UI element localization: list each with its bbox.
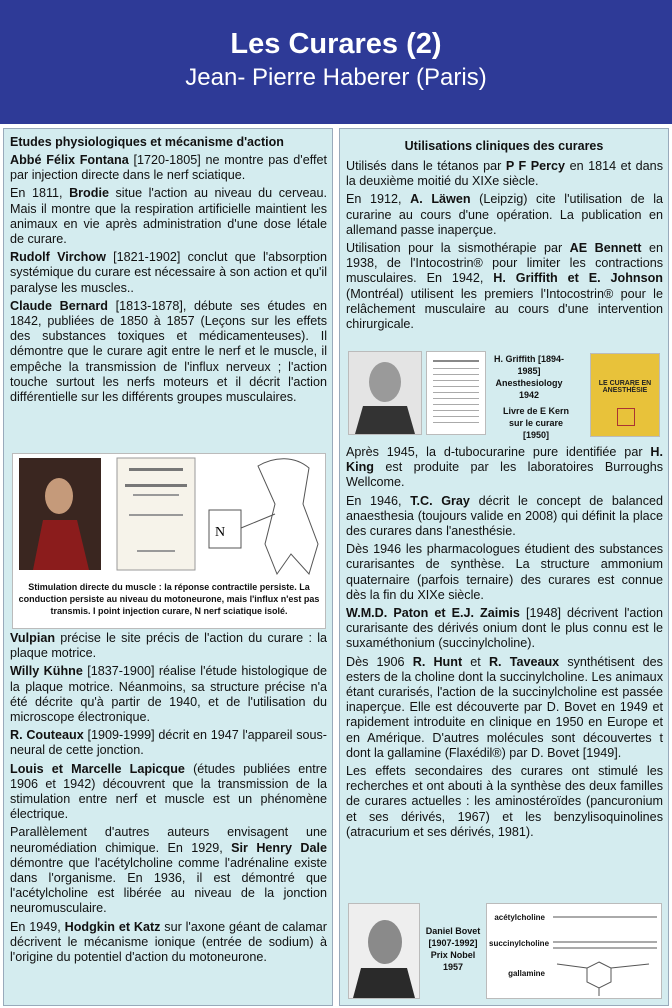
- book-title: LE CURARE EN ANESTHÉSIE: [598, 380, 652, 394]
- kern-caption: Livre de E Kern sur le curare [1950]: [502, 406, 570, 440]
- right-column: [339, 128, 669, 1006]
- name-kuhne: Willy Kühne: [10, 664, 83, 679]
- name-taveaux: R. Taveaux: [488, 654, 560, 669]
- griffith-caption: H. Griffith [1894-1985] Anesthesiology 1942: [493, 354, 564, 400]
- left-column: [3, 128, 333, 1006]
- name-griffith-johnson: H. Griffith et E. Johnson: [493, 271, 663, 286]
- bovet-caption: Daniel Bovet [1907-1992] Prix Nobel 1957: [425, 926, 481, 972]
- name-king: H. King: [346, 445, 663, 475]
- name-bennett: AE Bennett: [569, 241, 642, 256]
- name-hunt: R. Hunt: [412, 654, 463, 669]
- bernard-caption: Stimulation directe du muscle : la réponse contractile persiste. La conduction persiste au niveau du motoneurone, mais l'influx n'est pas transmis. I point injection curare, N nerf sciatique isolé.: [18, 582, 320, 616]
- molecules-figure: [486, 903, 662, 999]
- bovet-portrait-art: [349, 904, 419, 998]
- name-fontana: Abbé Félix Fontana: [10, 153, 129, 167]
- name-paton-zaimis: W.M.D. Paton et E.J. Zaimis: [346, 606, 520, 621]
- kern-book-cover: [590, 353, 660, 437]
- left-heading: Etudes physiologiques et mécanisme d'action: [10, 135, 284, 149]
- name-lapicque: Louis et Marcelle Lapicque: [10, 761, 185, 776]
- name-gray: T.C. Gray: [410, 493, 470, 508]
- svg-text:N: N: [215, 525, 226, 540]
- name-hodgkin-katz: Hodgkin et Katz: [64, 919, 161, 934]
- mol-succinylcholine: succinylcholine: [489, 939, 550, 948]
- book-emblem: [617, 408, 635, 426]
- name-dale: Sir Henry Dale: [231, 840, 327, 855]
- right-text-bottom: Après 1945, la d-tubocurarine pure identifiée par H. King est produite par les laboratoires Burroughs Wellcome. En 1946, T.C. Gray décrit le concept de balanced anaesthesia (toujours valide en 2008) qui définit la place des curares dans l'anesthésie. Dès 1946 les pharmacologues étudient des substances curarisantes de synthèse. La structure ammonium quaternaire (parfois ternaire) des curares est connue dès la fin du XIXe siècle. W.M.D. Paton et E.J. Zaimis [1948] décrivent l'action curarisante des dérivés onium dont le plus connu est le suxaméthonium (succinylcholine). Dès 1906 R. Hunt et R. Taveaux synthétisent des esters de la choline dont la succinylcholine. Les animaux étant curarisés, l'action de la succinylcholine est passée inaperçue. Elle est découverte par D. Bovet en 1949 et rapidement introduite en clinique en 1950 en Europe et en Amérique. D'autres molécules sont découvertes t dont la gallamine (Flaxédil®) par D. Bovet [1949]. Les effets secondaires des curares ont stimulé les recherches et ont abouti à la synthèse des deux familles de curares actuelles : les aminostéroïdes (pancuronium et ses dérivés, 1967) et les benzylisoquinolines (atracurium et ses dérivés, 1981).: [346, 445, 663, 839]
- bovet-photo: [348, 903, 420, 999]
- right-heading: Utilisations cliniques des curares: [404, 139, 604, 153]
- anesthesiology-article: [426, 351, 486, 435]
- name-percy: P F Percy: [505, 159, 566, 173]
- mol-acetylcholine: acétylcholine: [494, 913, 545, 922]
- name-brodie: Brodie: [69, 186, 109, 201]
- griffith-photo: [348, 351, 422, 435]
- article-art: [427, 352, 485, 434]
- name-lawen: A. Läwen: [410, 192, 471, 207]
- left-text-bottom: Vulpian précise le site précis de l'action du curare : la plaque motrice. Willy Kühne [1837-1900] réalise l'étude histologique de la plaque motrice. Néanmoins, sa structure précise n'a été décrite qu'à partir de 1940, et de l'utilisation du microscope électronique. R. Couteaux [1909-1999] décrit en 1947 l'appareil sous-neural de cette jonction. Louis et Marcelle Lapicque (études publiées entre 1906 et 1942) découvrent que la transmission de la stimulation entre nerf et muscle est un phénomène électrique. Parallèlement d'autres auteurs envisagent une neuromédiation chimique. En 1929, Sir Henry Dale démontre que l'acétylcholine comme l'adrénaline existe dans l'organisme. En 1936, il est démontré que l'acétylcholine est libérée au niveau de la jonction neuromusculaire. En 1949, Hodgkin et Katz sur l'axone géant de calamar décrivent le mécanisme ionique (entrée de sodium) à l'origine du potentiel d'action du motoneurone.: [10, 631, 328, 965]
- poster-header: [0, 0, 672, 120]
- name-couteaux: R. Couteaux: [10, 728, 84, 743]
- molecule-structures-art: [549, 904, 661, 998]
- poster-title: Les Curares (2): [230, 28, 442, 60]
- left-text-top: Abbé Félix Fontana [1720-1805] ne montre pas d'effet par injection directe dans le nerf sciatique. En 1811, Brodie situe l'action au niveau du cerveau. Mais il montre que la respiration artificielle maintient les animaux en vie après administration d'une dose létale de curare. Rudolf Virchow [1821-1902] conclut que l'absorption systémique du curare est nécessaire à son action et qu'il paralyse les muscles.. Claude Bernard [1813-1878], débute ses études en 1842, publiées de 1850 à 1857 (Leçons sur les effets des substances toxiques et médicamenteuses). Il démontre que le curare agit entre le nerf et le muscle, il empêche la transmission de l'influx nerveux ; l'action touche surtout les nerfs moteurs et il décrit l'action différentielle sur les différents groupes musculaires.: [10, 153, 328, 405]
- name-bernard: Claude Bernard: [10, 298, 108, 313]
- name-vulpian: Vulpian: [10, 631, 56, 645]
- right-text-top: Utilisés dans le tétanos par P F Percy en 1814 et dans la deuxième moitié du XIXe siècle. En 1912, A. Läwen (Leipzig) cite l'utilisation de la curarine au cours d'une opération. La publication en allemand passe inaperçue. Utilisation pour la sismothérapie par AE Bennett en 1938, de l'Intocostrin® pour limiter les contractions musculaires. En 1942, H. Griffith et E. Johnson (Montréal) utilisent les premiers l'Intocostrin® pour le relâchement musculaire au cours d'une intervention chirurgicale.: [346, 159, 663, 332]
- griffith-portrait-art: [349, 352, 421, 434]
- mol-gallamine: gallamine: [508, 969, 545, 978]
- name-virchow: Rudolf Virchow: [10, 250, 106, 265]
- poster-author: Jean- Pierre Haberer (Paris): [185, 64, 487, 91]
